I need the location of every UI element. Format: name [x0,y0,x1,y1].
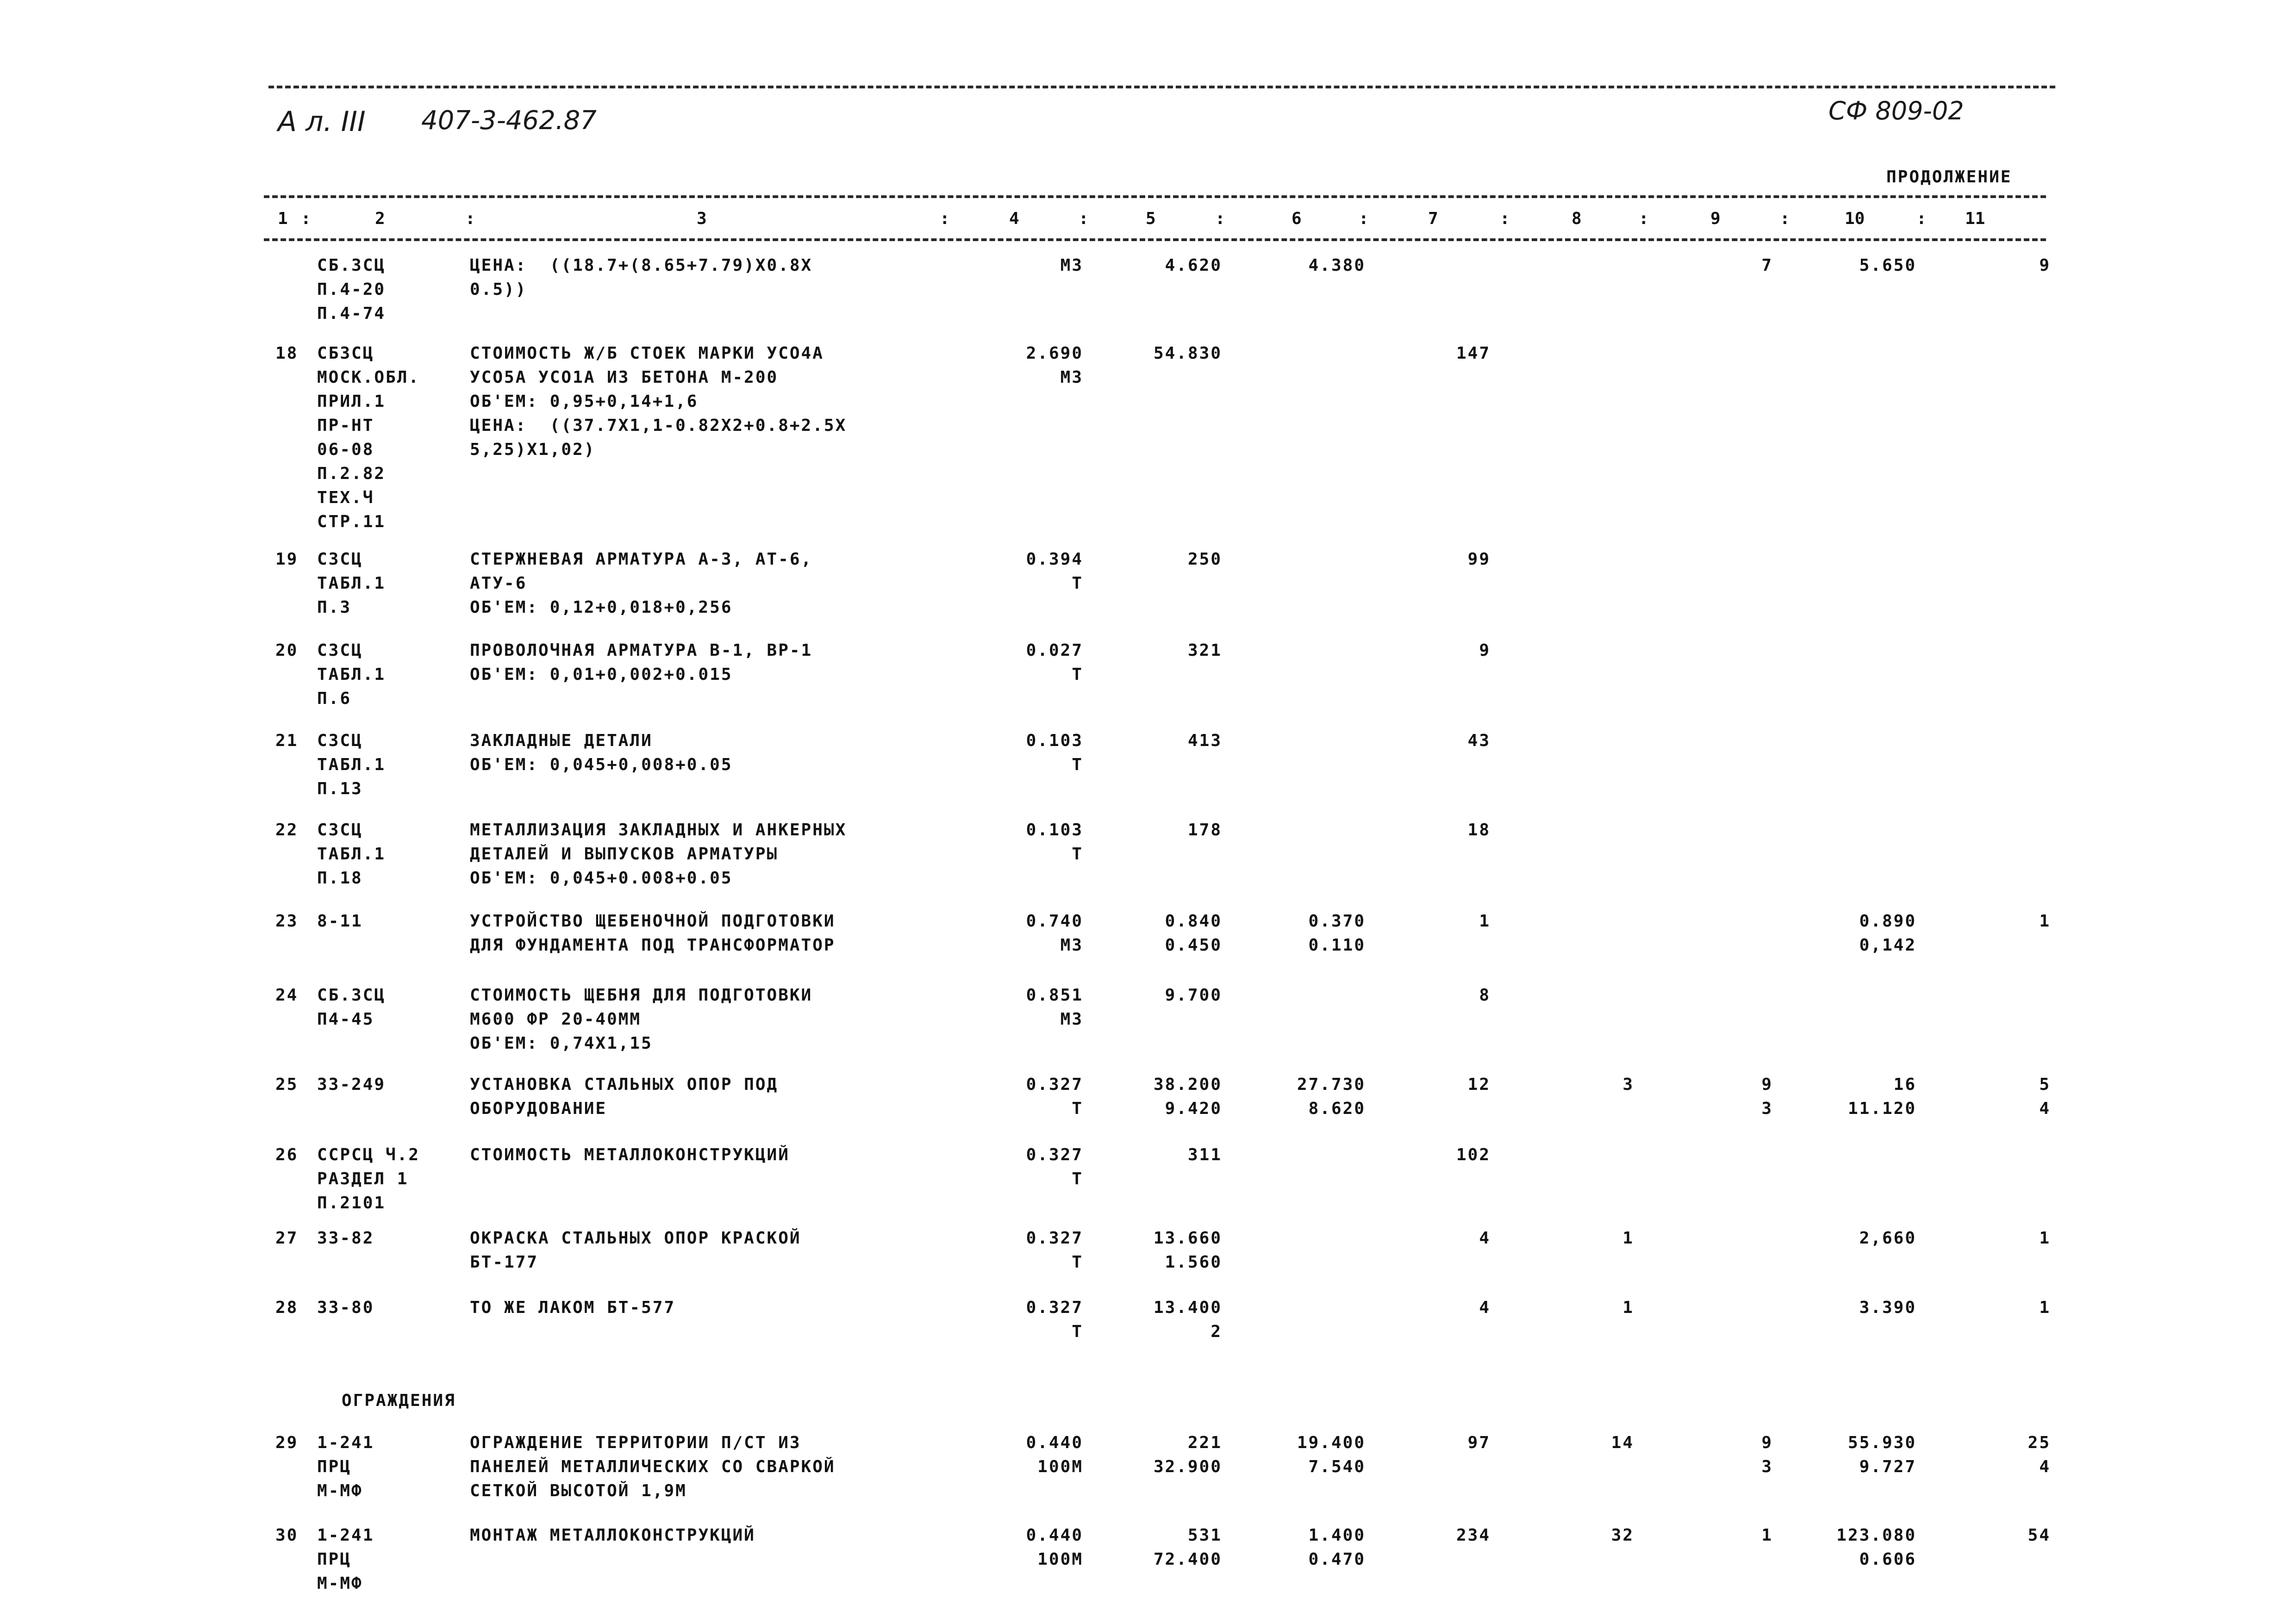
cell-c7: 8 [1479,986,1491,1005]
cell-c6: 19.400 7.540 [1297,1433,1366,1476]
cell-c5: 221 32.900 [1153,1433,1222,1476]
cell-c4: М3 [1060,256,1083,275]
column-separator: : [1079,209,1089,228]
cell-c4: 0.327 Т [1026,1298,1083,1341]
cell-n: 28 [275,1298,299,1317]
header-rule-bottom [264,238,2046,241]
cell-c5: 531 72.400 [1153,1526,1222,1569]
cell-c11: 1 [2039,1229,2051,1248]
cell-c11: 1 [2039,1298,2051,1317]
cell-c5: 0.840 0.450 [1165,912,1222,955]
cell-c5: 311 [1187,1145,1222,1164]
cell-c4: 0.103 Т [1026,731,1083,774]
cell-n: 29 [275,1433,299,1452]
cell-c9: 7 [1761,256,1773,275]
cell-c4: 0.851 М3 [1026,986,1083,1029]
cell-c5: 321 [1187,641,1222,660]
cell-c6: 0.370 0.110 [1308,912,1366,955]
column-header-9: 9 [1710,209,1721,228]
cell-code: СБ3СЦ МОСК.ОБЛ. ПРИЛ.1 ПР-НТ 06-08 П.2.82 ТЕХ.Ч СТР.11 [317,344,420,531]
cell-c7: 99 [1467,550,1491,569]
column-header-10: 10 [1845,209,1865,228]
cell-c10: 16 11.120 [1847,1075,1916,1118]
cell-c9: 1 [1761,1526,1773,1545]
cell-c7: 147 [1456,344,1491,363]
column-header-1: 1 [278,209,288,228]
column-header-6: 6 [1292,209,1302,228]
cell-c4: 0.394 Т [1026,550,1083,593]
column-separator: : [1639,209,1649,228]
column-header-4: 4 [1009,209,1019,228]
cell-c5: 54.830 [1153,344,1222,363]
sheet-mark: А л. III [278,106,366,138]
cell-c6: 4.380 [1308,256,1366,275]
cell-code: С3СЦ ТАБЛ.1 П.3 [317,550,386,617]
cell-code: 8-11 [317,912,363,931]
cell-c6: 1.400 0.470 [1308,1526,1366,1569]
cell-c10: 123.080 0.606 [1836,1526,1916,1569]
cell-c8: 14 [1611,1433,1634,1452]
cell-c7: 4 [1479,1298,1491,1317]
cell-code: 33-80 [317,1298,374,1317]
cell-desc: МОНТАЖ МЕТАЛЛОКОНСТРУКЦИЙ [470,1526,755,1545]
column-separator: : [1215,209,1225,228]
cell-desc: ТО ЖЕ ЛАКОМ БТ-577 [470,1298,676,1317]
cell-c4: 0.327 Т [1026,1075,1083,1118]
cell-c10: 3.390 [1859,1298,1916,1317]
cell-c8: 1 [1622,1298,1634,1317]
cell-desc: ЗАКЛАДНЫЕ ДЕТАЛИ ОБ'ЕМ: 0,045+0,008+0.05 [470,731,733,774]
cell-desc: ПРОВОЛОЧНАЯ АРМАТУРА В-1, ВР-1 ОБ'ЕМ: 0,01+0,002+0.015 [470,641,813,684]
cell-n: 26 [275,1145,299,1164]
cell-desc: СТЕРЖНЕВАЯ АРМАТУРА А-3, АТ-6, АТУ-6 ОБ'ЕМ: 0,12+0,018+0,256 [470,550,813,617]
cell-c10: 0.890 0,142 [1859,912,1916,955]
top-rule [268,86,2055,88]
column-header-8: 8 [1572,209,1582,228]
cell-c4: 0.027 Т [1026,641,1083,684]
cell-c5: 38.200 9.420 [1153,1075,1222,1118]
cell-c5: 13.400 2 [1153,1298,1222,1341]
cell-c11: 1 [2039,912,2051,931]
cell-c9: 9 3 [1761,1075,1773,1118]
cell-c5: 9.700 [1165,986,1222,1005]
cell-code: 33-249 [317,1075,386,1094]
cell-c10: 5.650 [1859,256,1916,275]
continuation-label: ПРОДОЛЖЕНИЕ [1886,168,2012,187]
cell-c11: 54 [2028,1526,2051,1545]
header-rule-top [264,195,2046,198]
cell-c7: 43 [1467,731,1491,750]
cell-desc: СТОИМОСТЬ Ж/Б СТОЕК МАРКИ УСО4А УСО5А УСО1А ИЗ БЕТОНА М-200 ОБ'ЕМ: 0,95+0,14+1,6 ЦЕНА: ((37.7Х1,1-0.82Х2+0.8+2.5Х 5,25)Х1,02) [470,344,847,459]
cell-c5: 13.660 1.560 [1153,1229,1222,1272]
cell-code: СБ.3СЦ П.4-20 П.4-74 [317,256,386,323]
cell-n: 24 [275,986,299,1005]
column-separator: : [1916,209,1927,228]
cell-n: 23 [275,912,299,931]
cell-c4: 0.327 Т [1026,1145,1083,1188]
cell-desc: УСТРОЙСТВО ЩЕБЕНОЧНОЙ ПОДГОТОВКИ ДЛЯ ФУНДАМЕНТА ПОД ТРАНСФОРМАТОР [470,912,836,955]
cell-code: 33-82 [317,1229,374,1248]
cell-desc: ОГРАЖДЕНИЕ ТЕРРИТОРИИ П/СТ ИЗ ПАНЕЛЕЙ МЕТАЛЛИЧЕСКИХ СО СВАРКОЙ СЕТКОЙ ВЫСОТОЙ 1,9М [470,1433,836,1500]
column-header-7: 7 [1428,209,1438,228]
cell-c7: 4 [1479,1229,1491,1248]
cell-desc: ЦЕНА: ((18.7+(8.65+7.79)Х0.8Х 0.5)) [470,256,813,299]
cell-c5: 250 [1187,550,1222,569]
cell-c7: 18 [1467,821,1491,839]
document-code: СФ 809-02 [1828,96,1964,125]
cell-c4: 0.740 М3 [1026,912,1083,955]
cell-n: 22 [275,821,299,839]
cell-c5: 4.620 [1165,256,1222,275]
cell-desc: СТОИМОСТЬ МЕТАЛЛОКОНСТРУКЦИЙ [470,1145,790,1164]
cell-c6: 27.730 8.620 [1297,1075,1366,1118]
document-number: 407-3-462.87 [421,106,597,136]
cell-n: 21 [275,731,299,750]
cell-n: 18 [275,344,299,363]
cell-c11: 5 4 [2039,1075,2051,1118]
cell-c4: 0.440 100М [1026,1433,1083,1476]
cell-n: 27 [275,1229,299,1248]
cell-desc: СТОИМОСТЬ ЩЕБНЯ ДЛЯ ПОДГОТОВКИ М600 ФР 20-40ММ ОБ'ЕМ: 0,74Х1,15 [470,986,813,1053]
column-separator: : [301,209,311,228]
cell-c10: 2,660 [1859,1229,1916,1248]
cell-c11: 9 [2039,256,2051,275]
column-separator: : [1780,209,1790,228]
column-separator: : [1500,209,1510,228]
cell-c4: 2.690 М3 [1026,344,1083,387]
column-header-5: 5 [1146,209,1156,228]
column-separator: : [1359,209,1369,228]
cell-c7: 9 [1479,641,1491,660]
cell-c5: 413 [1187,731,1222,750]
cell-n: 19 [275,550,299,569]
cell-c7: 1 [1479,912,1491,931]
cell-c8: 3 [1622,1075,1634,1094]
column-header-3: 3 [697,209,707,228]
cell-c7: 102 [1456,1145,1491,1164]
column-separator: : [465,209,475,228]
cell-code: 1-241 ПРЦ М-МФ [317,1433,374,1500]
cell-desc: ОКРАСКА СТАЛЬНЫХ ОПОР КРАСКОЙ БТ-177 [470,1229,801,1272]
cell-n: 30 [275,1526,299,1545]
cell-n: 20 [275,641,299,660]
cell-code: С3СЦ ТАБЛ.1 П.13 [317,731,386,798]
cell-c7: 12 [1467,1075,1491,1094]
cell-c9: 9 3 [1761,1433,1773,1476]
cell-code: С3СЦ ТАБЛ.1 П.6 [317,641,386,708]
column-header-11: 11 [1965,209,1985,228]
cell-c10: 55.930 9.727 [1847,1433,1916,1476]
cell-c11: 25 4 [2028,1433,2051,1476]
cell-code: С3СЦ ТАБЛ.1 П.18 [317,821,386,888]
cell-c7: 97 [1467,1433,1491,1452]
cell-desc: МЕТАЛЛИЗАЦИЯ ЗАКЛАДНЫХ И АНКЕРНЫХ ДЕТАЛЕЙ И ВЫПУСКОВ АРМАТУРЫ ОБ'ЕМ: 0,045+0.008+0.05 [470,821,847,888]
cell-c5: 178 [1187,821,1222,839]
cell-c4: 0.103 Т [1026,821,1083,864]
cell-code: ССРСЦ Ч.2 РАЗДЕЛ 1 П.2101 [317,1145,420,1213]
cell-code: СБ.3СЦ П4-45 [317,986,386,1029]
cell-desc: УСТАНОВКА СТАЛЬНЫХ ОПОР ПОД ОБОРУДОВАНИЕ [470,1075,779,1118]
cell-n: 25 [275,1075,299,1094]
cell-c8: 1 [1622,1229,1634,1248]
section-title: ОГРАЖДЕНИЯ [342,1391,456,1410]
cell-c7: 234 [1456,1526,1491,1545]
cell-c4: 0.327 Т [1026,1229,1083,1272]
cell-c8: 32 [1611,1526,1634,1545]
column-separator: : [940,209,950,228]
cell-c4: 0.440 100М [1026,1526,1083,1569]
column-header-2: 2 [375,209,385,228]
cell-code: 1-241 ПРЦ М-МФ [317,1526,374,1593]
